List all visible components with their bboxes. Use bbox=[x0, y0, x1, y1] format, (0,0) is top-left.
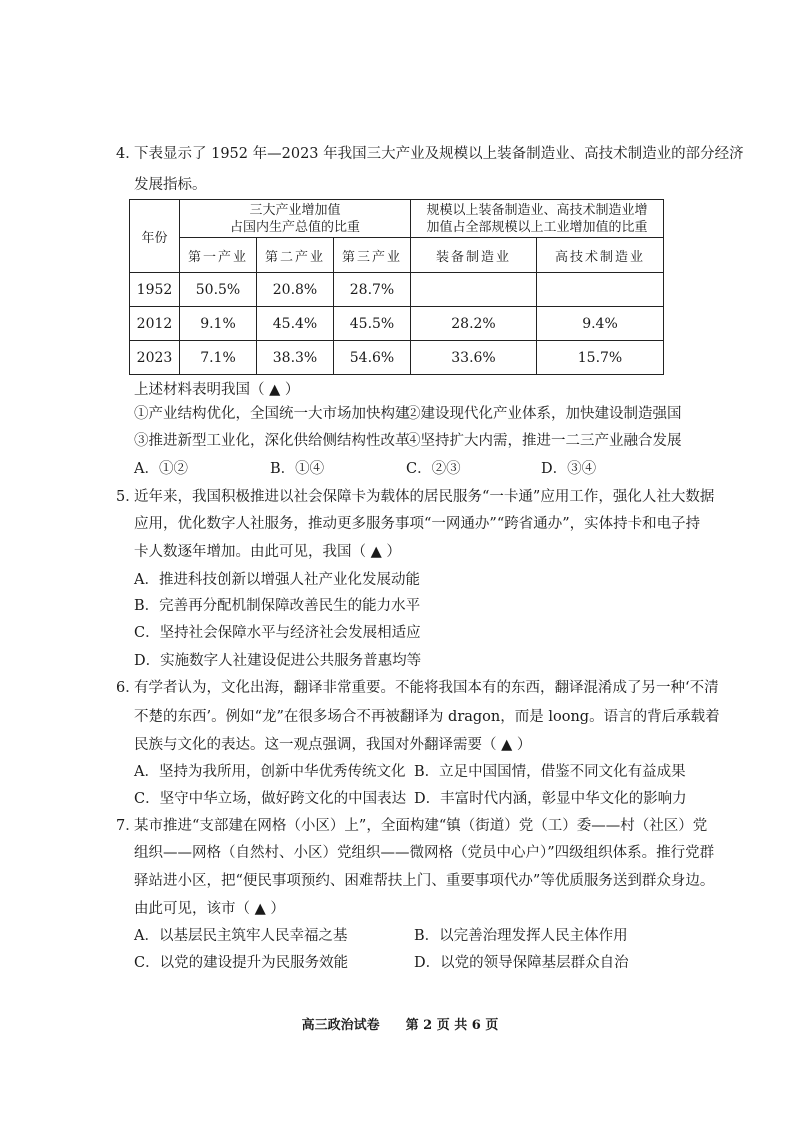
question-text: 应用，优化数字人社服务，推动更多服务事项“一网通办”“跨省通办”，实体持卡和电子持 bbox=[134, 516, 701, 532]
cell: 45.4% bbox=[257, 307, 334, 341]
question-text: 组织——网格（自然村、小区）党组织——微网格（党员中心户）”四级组织体系。推行党群 bbox=[134, 845, 715, 861]
table-row bbox=[130, 341, 664, 375]
question-text: 下表显示了 1952 年—2023 年我国三大产业及规模以上装备制造业、高技术制造业的部分经济 bbox=[134, 146, 744, 162]
statement: ②建设现代化产业体系，加快建设制造强国 bbox=[406, 406, 682, 422]
question-stem: 上述材料表明我国（ ▲ ） bbox=[134, 382, 300, 398]
option-c[interactable]: C．坚持社会保障水平与经济社会发展相适应 bbox=[134, 625, 421, 641]
column-header: 第一产业 bbox=[180, 238, 257, 273]
option-c[interactable]: C．②③ bbox=[406, 461, 461, 477]
table-row bbox=[130, 307, 664, 341]
question-text: 卡人数逐年增加。由此可见，我国（ ▲ ） bbox=[134, 544, 401, 560]
option-a[interactable]: A．推进科技创新以增强人社产业化发展动能 bbox=[134, 572, 420, 588]
question-text: 民族与文化的表达。这一观点强调，我国对外翻译需要（ ▲ ） bbox=[134, 737, 532, 753]
header-line: 三大产业增加值 bbox=[249, 202, 341, 218]
option-d[interactable]: D．以党的领导保障基层群众自治 bbox=[414, 955, 629, 971]
cell: 20.8% bbox=[257, 273, 334, 307]
question-text: 近年来，我国积极推进以社会保障卡为载体的居民服务“一卡通”应用工作，强化人社大数据 bbox=[134, 489, 715, 505]
option-d[interactable]: D．丰富时代内涵，彰显中华文化的影响力 bbox=[414, 791, 687, 807]
year-header: 年份 bbox=[130, 200, 180, 273]
option-b[interactable]: B．完善再分配机制保障改善民生的能力水平 bbox=[134, 598, 421, 614]
cell bbox=[537, 273, 664, 307]
question-number: 5． bbox=[116, 489, 140, 505]
statement: ①产业结构优化，全国统一大市场加快构建 bbox=[134, 406, 410, 422]
statement: ③推进新型工业化，深化供给侧结构性改革 bbox=[134, 433, 410, 449]
question-text: 由此可见，该市（ ▲ ） bbox=[134, 901, 285, 917]
option-d[interactable]: D．③④ bbox=[541, 461, 597, 477]
page-footer: 高三政治试卷 第 2 页 共 6 页 bbox=[301, 1018, 499, 1033]
option-c[interactable]: C．以党的建设提升为民服务效能 bbox=[134, 955, 349, 971]
column-header: 高技术制造业 bbox=[537, 238, 664, 273]
economic-indicators-table bbox=[129, 199, 664, 375]
header-line: 占国内生产总值的比重 bbox=[229, 219, 360, 235]
question-text: 不楚的东西’。例如“龙”在很多场合不再被翻译为 dragon，而是 loong。语言的背后承载着 bbox=[134, 709, 720, 725]
cell: 28.2% bbox=[411, 307, 537, 341]
cell: 1952 bbox=[130, 273, 180, 307]
option-b[interactable]: B．以完善治理发挥人民主体作用 bbox=[414, 928, 628, 944]
cell: 38.3% bbox=[257, 341, 334, 375]
option-b[interactable]: B．①④ bbox=[270, 461, 325, 477]
cell: 33.6% bbox=[411, 341, 537, 375]
cell: 28.7% bbox=[334, 273, 411, 307]
option-b[interactable]: B．立足中国国情，借鉴不同文化有益成果 bbox=[414, 764, 686, 780]
cell: 15.7% bbox=[537, 341, 664, 375]
header-line: 加值占全部规模以上工业增加值的比重 bbox=[426, 219, 648, 235]
column-header: 第三产业 bbox=[334, 238, 411, 273]
cell: 45.5% bbox=[334, 307, 411, 341]
option-a[interactable]: A．以基层民主筑牢人民幸福之基 bbox=[134, 928, 348, 944]
statement: ④坚持扩大内需，推进一二三产业融合发展 bbox=[406, 433, 682, 449]
cell bbox=[411, 273, 537, 307]
question-text: 驿站进小区，把“便民事项预约、困难帮扶上门、重要事项代办”等优质服务送到群众身边。 bbox=[134, 873, 715, 889]
header-line: 规模以上装备制造业、高技术制造业增 bbox=[426, 202, 648, 218]
option-c[interactable]: C．坚守中华立场，做好跨文化的中国表达 bbox=[134, 791, 407, 807]
cell: 9.4% bbox=[537, 307, 664, 341]
column-header: 装备制造业 bbox=[411, 238, 537, 273]
question-text: 某市推进“支部建在网格（小区）上”，全面构建“镇（街道）党（工）委——村（社区）党 bbox=[134, 818, 708, 834]
cell: 7.1% bbox=[180, 341, 257, 375]
cell: 9.1% bbox=[180, 307, 257, 341]
table-row bbox=[130, 273, 664, 307]
cell: 2023 bbox=[130, 341, 180, 375]
cell: 50.5% bbox=[180, 273, 257, 307]
group-header-industries bbox=[180, 200, 411, 238]
option-d[interactable]: D．实施数字人社建设促进公共服务普惠均等 bbox=[134, 653, 422, 669]
option-a[interactable]: A．①② bbox=[134, 461, 188, 477]
question-text: 发展指标。 bbox=[134, 177, 207, 193]
question-number: 6． bbox=[116, 680, 140, 696]
column-header: 第二产业 bbox=[257, 238, 334, 273]
group-header-manufacturing bbox=[411, 200, 664, 238]
question-text: 有学者认为，文化出海，翻译非常重要。不能将我国本有的东西，翻译混淆成了另一种‘不清 bbox=[134, 680, 719, 696]
question-number: 4． bbox=[116, 146, 140, 162]
question-number: 7． bbox=[116, 818, 140, 834]
cell: 2012 bbox=[130, 307, 180, 341]
cell: 54.6% bbox=[334, 341, 411, 375]
option-a[interactable]: A．坚持为我所用，创新中华优秀传统文化 bbox=[134, 764, 406, 780]
